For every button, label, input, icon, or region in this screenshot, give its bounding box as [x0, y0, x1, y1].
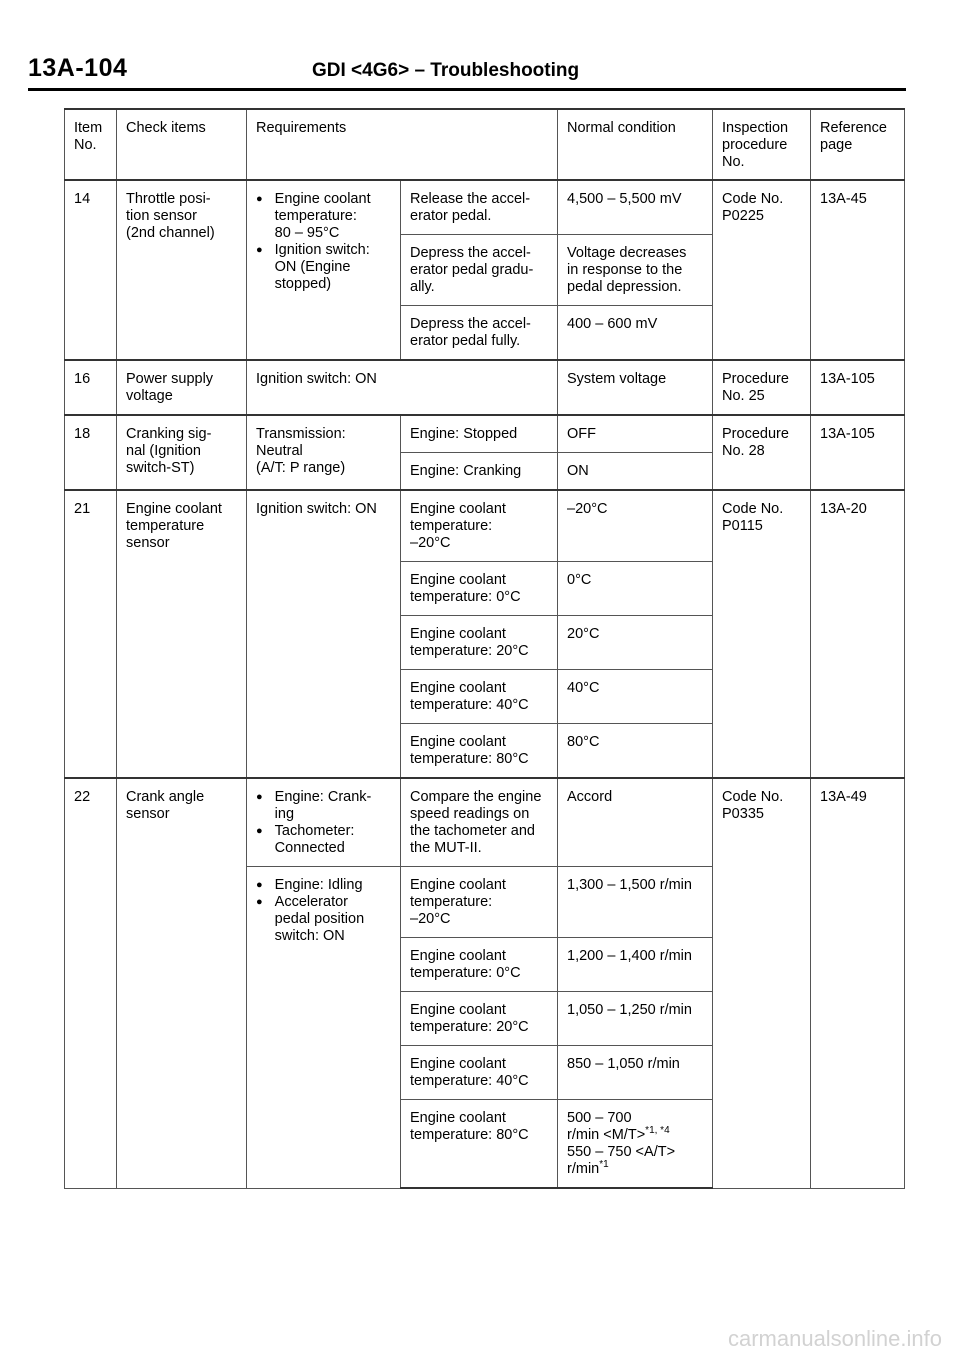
- item-number: 21: [65, 490, 117, 778]
- check-item: Throttle posi- tion sensor (2nd channel): [117, 180, 247, 360]
- normal-condition: 40°C: [558, 670, 713, 724]
- bullet-item: [256, 191, 392, 242]
- requirement-cell: Transmission: Neutral (A/T: P range): [247, 415, 401, 490]
- check-item: Crank angle sensor: [117, 778, 247, 1188]
- normal-condition: 1,300 – 1,500 r/min: [558, 867, 713, 938]
- bullet-dot: ●: [256, 879, 263, 891]
- bullet-item: [256, 789, 392, 823]
- requirement-text: Engine: Crank- ing: [274, 789, 372, 822]
- requirement-text: Engine coolant temperature: 80 – 95°C: [274, 191, 371, 241]
- page-title: GDI <4G6> – Troubleshooting: [312, 60, 580, 81]
- requirement-text: Ignition switch: ON (Engine stopped): [274, 242, 370, 292]
- check-item: Cranking sig- nal (Ignition switch-ST): [117, 415, 247, 490]
- condition-cell: Engine coolant temperature: 20°C: [401, 616, 558, 670]
- col-header-item-no: Item No.: [65, 109, 117, 180]
- inspection-procedure: Code No. P0225: [713, 180, 811, 360]
- normal-condition-at: 550 – 750 <A/T> r/min: [567, 1144, 676, 1177]
- normal-condition-mt: 500 – 700 r/min <M/T>: [567, 1110, 646, 1143]
- condition-cell: Engine coolant temperature: 20°C: [401, 992, 558, 1046]
- table-row: [65, 360, 905, 415]
- requirement-cell: [247, 180, 401, 360]
- requirement-cell: [247, 778, 401, 867]
- footnote-ref: *1, *4: [645, 1125, 670, 1137]
- item-number: 14: [65, 180, 117, 360]
- col-header-reference-page: Reference page: [811, 109, 905, 180]
- inspection-procedure: Procedure No. 28: [713, 415, 811, 490]
- condition-cell: Engine: Stopped: [401, 415, 558, 453]
- bullet-item: [256, 877, 392, 894]
- normal-condition: 4,500 – 5,500 mV: [558, 180, 713, 235]
- reference-page: 13A-105: [811, 415, 905, 490]
- bullet-dot: ●: [256, 896, 263, 908]
- item-number: 22: [65, 778, 117, 1188]
- table-header-row: [65, 109, 905, 180]
- requirement-cell: [247, 867, 401, 1189]
- col-header-check-items: Check items: [117, 109, 247, 180]
- table-row: [65, 778, 905, 867]
- bullet-dot: ●: [256, 825, 263, 837]
- normal-condition: [558, 1100, 713, 1189]
- reference-page: 13A-49: [811, 778, 905, 1188]
- bullet-dot: ●: [256, 791, 263, 803]
- condition-cell: Depress the accel- erator pedal gradu- ally.: [401, 235, 558, 306]
- table-row: [65, 490, 905, 562]
- page-number: 13A-104: [28, 54, 128, 82]
- normal-condition: ON: [558, 453, 713, 491]
- check-item: Engine coolant temperature sensor: [117, 490, 247, 778]
- bullet-dot: ●: [256, 244, 263, 256]
- reference-page: 13A-105: [811, 360, 905, 415]
- normal-condition: 1,200 – 1,400 r/min: [558, 938, 713, 992]
- normal-condition: Voltage decreases in response to the pedal depression.: [558, 235, 713, 306]
- inspection-procedure: Procedure No. 25: [713, 360, 811, 415]
- table-row: [65, 180, 905, 235]
- bullet-item: [256, 242, 392, 293]
- condition-cell: Engine coolant temperature: –20°C: [401, 867, 558, 938]
- condition-cell: Release the accel- erator pedal.: [401, 180, 558, 235]
- col-header-normal-condition: Normal condition: [558, 109, 713, 180]
- condition-cell: Engine: Cranking: [401, 453, 558, 491]
- check-item: Power supply voltage: [117, 360, 247, 415]
- bullet-item: [256, 823, 392, 857]
- condition-cell: Depress the accel- erator pedal fully.: [401, 306, 558, 361]
- condition-cell: Engine coolant temperature: 80°C: [401, 724, 558, 779]
- normal-condition: 80°C: [558, 724, 713, 779]
- normal-condition: 0°C: [558, 562, 713, 616]
- item-number: 18: [65, 415, 117, 490]
- bullet-item: [256, 894, 392, 945]
- watermark: carmanualsonline.info: [727, 1326, 942, 1351]
- requirement-text: Tachometer: Connected: [274, 823, 355, 856]
- item-number: 16: [65, 360, 117, 415]
- requirement-text: Accelerator pedal position switch: ON: [274, 894, 365, 944]
- normal-condition: System voltage: [558, 360, 713, 415]
- requirement-cell: Ignition switch: ON: [247, 360, 558, 415]
- normal-condition: Accord: [558, 778, 713, 867]
- normal-condition: 1,050 – 1,250 r/min: [558, 992, 713, 1046]
- condition-cell: Compare the engine speed readings on the tachometer and the MUT-II.: [401, 778, 558, 867]
- troubleshooting-table: [64, 108, 905, 1189]
- bullet-dot: ●: [256, 193, 263, 205]
- condition-cell: Engine coolant temperature: 40°C: [401, 1046, 558, 1100]
- condition-cell: Engine coolant temperature: 40°C: [401, 670, 558, 724]
- inspection-procedure: Code No. P0335: [713, 778, 811, 1188]
- normal-condition: –20°C: [558, 490, 713, 562]
- col-header-inspection-procedure: Inspection procedure No.: [713, 109, 811, 180]
- normal-condition: 20°C: [558, 616, 713, 670]
- reference-page: 13A-20: [811, 490, 905, 778]
- requirement-cell: Ignition switch: ON: [247, 490, 401, 778]
- condition-cell: Engine coolant temperature: 80°C: [401, 1100, 558, 1189]
- footnote-ref: *1: [599, 1159, 609, 1171]
- normal-condition: 400 – 600 mV: [558, 306, 713, 361]
- col-header-requirements: Requirements: [247, 109, 558, 180]
- normal-condition: 850 – 1,050 r/min: [558, 1046, 713, 1100]
- condition-cell: Engine coolant temperature: 0°C: [401, 938, 558, 992]
- table-row: [65, 415, 905, 453]
- reference-page: 13A-45: [811, 180, 905, 360]
- inspection-procedure: Code No. P0115: [713, 490, 811, 778]
- header-rule: [28, 88, 906, 91]
- requirement-text: Engine: Idling: [274, 877, 363, 893]
- condition-cell: Engine coolant temperature: –20°C: [401, 490, 558, 562]
- normal-condition: OFF: [558, 415, 713, 453]
- condition-cell: Engine coolant temperature: 0°C: [401, 562, 558, 616]
